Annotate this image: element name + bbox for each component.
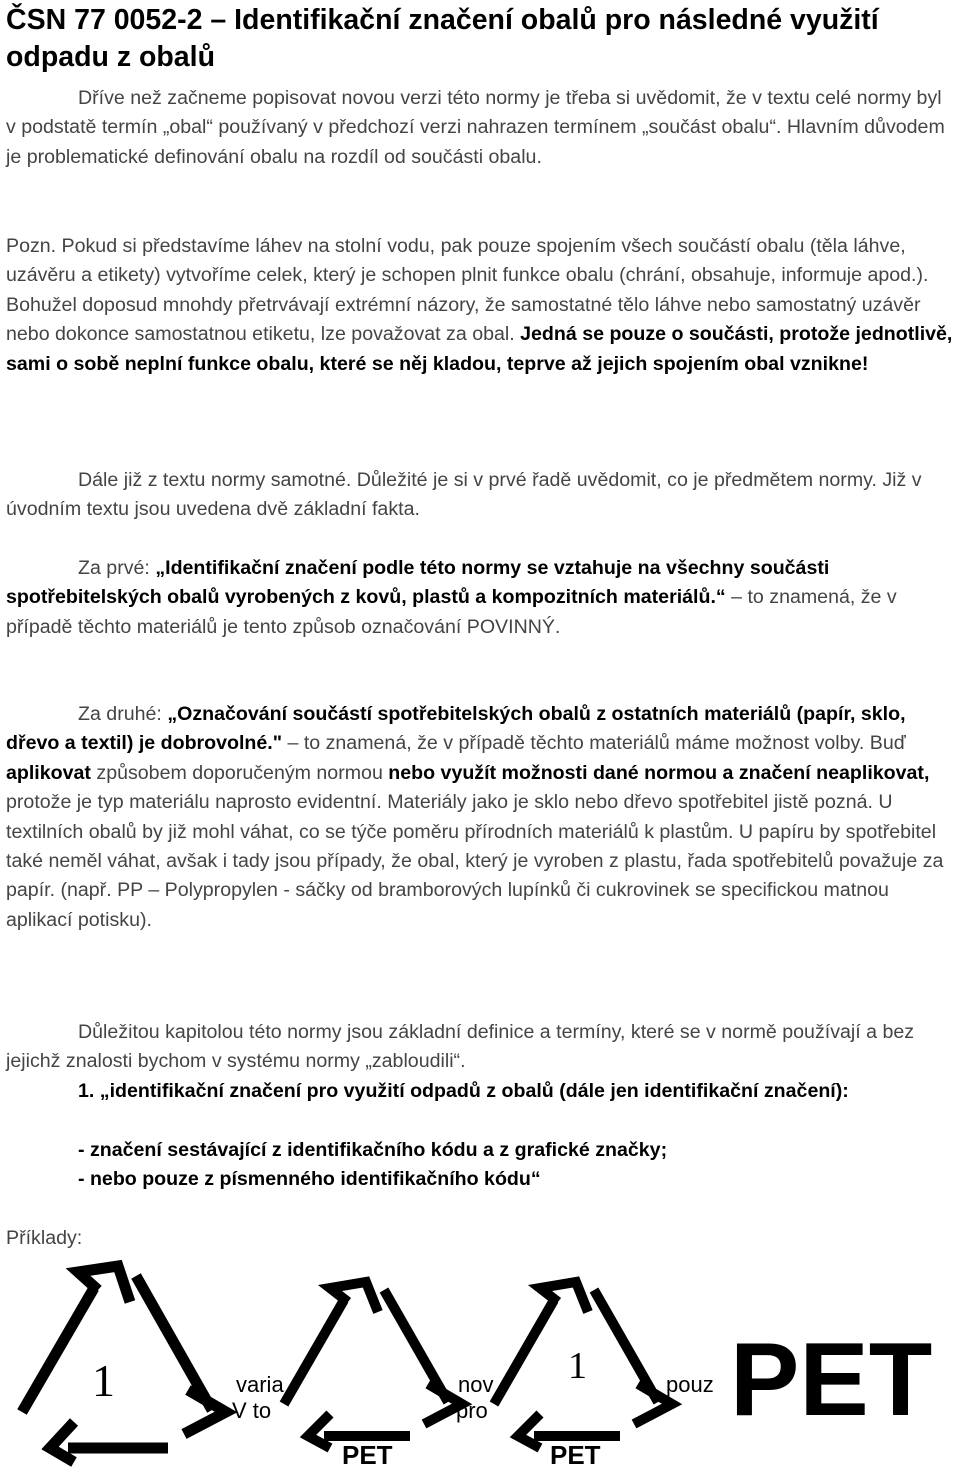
note-emphasis: Jedná se pouze o součásti, protože jednotlivě, sami o sobě neplní funkce obalu, které se něj kladou, teprve až jejich spojením obal vznikne! xyxy=(6,323,953,375)
definition-item-a: - značení sestávající z identifikačního kódu a z grafické značky; xyxy=(78,1139,668,1161)
definition-title: 1. „identifikační značení pro využití odpadů z obalů (dále jen identifikační značení): xyxy=(78,1080,849,1102)
intro-norm-paragraph: Dále již z textu normy samotné. Důležité je si v prvé řadě uvědomit, co je předmětem normy. Již v úvodním textu jsou uvedena dvě základní fakta. xyxy=(6,469,922,521)
second-fact-option: nebo využít možnosti dané normou a značení neaplikovat, xyxy=(388,761,930,784)
first-fact-lead: Za prvé: xyxy=(78,557,156,579)
recycling-symbol-icon xyxy=(2,1262,234,1468)
second-fact-text-3: protože je typ materiálu naprosto evidentní. Materiály jako je sklo nebo dřevo spotřebitel jistě pozná. U textilních obalů by již mohl váhat, co se týče poměru přírodních materiálů k plastům. U papíru by spotřebitel také neměl váhat, avšak i tady jsou případy, že obal, který je vyroben z plastu, řada spotřebitelů považuje za papír. (např. PP – Polypropylen - sáčky od bramborových lupínků či cukrovinek se specifickou matnou aplikací potisku). xyxy=(6,791,944,931)
second-fact-text-2: způsobem doporučeným normou xyxy=(90,761,389,784)
recycling-symbol-icon xyxy=(268,1278,468,1444)
second-fact-text-1: – to znamená, že v případě těchto materiálů máme možnost volby. Buď xyxy=(282,732,906,755)
document-title: ČSN 77 0052-2 – Identifikační značení obalů pro následné využití odpadu z obalů xyxy=(6,4,879,73)
first-fact-paragraph xyxy=(6,554,956,642)
intro-paragraph: Dříve než začneme popisovat novou verzi této normy je třeba si uvědomit, že v textu celé normy byl v podstatě termín „obal“ používaný v předchozí verzi nahrazen termínem „součást obalu“. Hlavním důvodem je problematické definování obalu na rozdíl od součásti obalu. xyxy=(6,87,945,168)
second-fact-apply: aplikovat xyxy=(6,761,91,784)
symbol3-pet-label: PET xyxy=(550,1440,601,1470)
symbol2-pet-label: PET xyxy=(342,1440,393,1470)
cut-text-fragment: V to xyxy=(232,1398,272,1423)
note-text: Pozn. Pokud si představíme láhev na stolní vodu, pak pouze spojením všech součástí obalu (těla láhve, uzávěru a etikety) vytvoříme celek, který je schopen plnit funkce obalu (chrání, obsahuje, informuje apod.). Bohužel doposud mnohdy přetrvávají extrémní názory, že samostatné tělo láhve nebo samostatný uzávěr nebo dokonce samostatnou etiketu, lze považovat za obal. xyxy=(6,235,929,346)
symbol3-code-number: 1 xyxy=(568,1345,587,1387)
symbol1-code-number: 1 xyxy=(92,1355,115,1406)
pet-letter-code: PET xyxy=(730,1322,933,1438)
definition-item-b: - nebo pouze z písmenného identifikačního kódu“ xyxy=(78,1168,541,1190)
cut-text-fragment: nov xyxy=(458,1372,494,1397)
second-fact-lead: Za druhé: xyxy=(78,703,168,725)
second-fact-quote: „Označování součástí spotřebitelských obalů z ostatních materiálů (papír, sklo, dřevo a textil) je dobrovolné." xyxy=(6,703,906,755)
first-fact-quote: „Identifikační značení podle této normy se vztahuje na všechny součásti spotřebitelských obalů vyrobených z kovů, plastů a kompozitních materiálů.“ xyxy=(6,557,830,609)
note-paragraph xyxy=(6,232,956,379)
examples-label: Příklady: xyxy=(6,1227,83,1249)
cut-text-fragment: varia xyxy=(236,1372,284,1397)
definitions-intro: Důležitou kapitolou této normy jsou základní definice a termíny, které se v normě používají a bez jejichž znalosti bychom v systému normy „zabloudili“. xyxy=(6,1021,915,1073)
second-fact-paragraph xyxy=(6,700,956,935)
first-fact-explanation: – to znamená, že v případě těchto materiálů je tento způsob označování POVINNÝ. xyxy=(6,586,897,638)
cut-text-fragment: pouz xyxy=(666,1372,714,1397)
cut-text-fragment: pro xyxy=(456,1398,488,1423)
